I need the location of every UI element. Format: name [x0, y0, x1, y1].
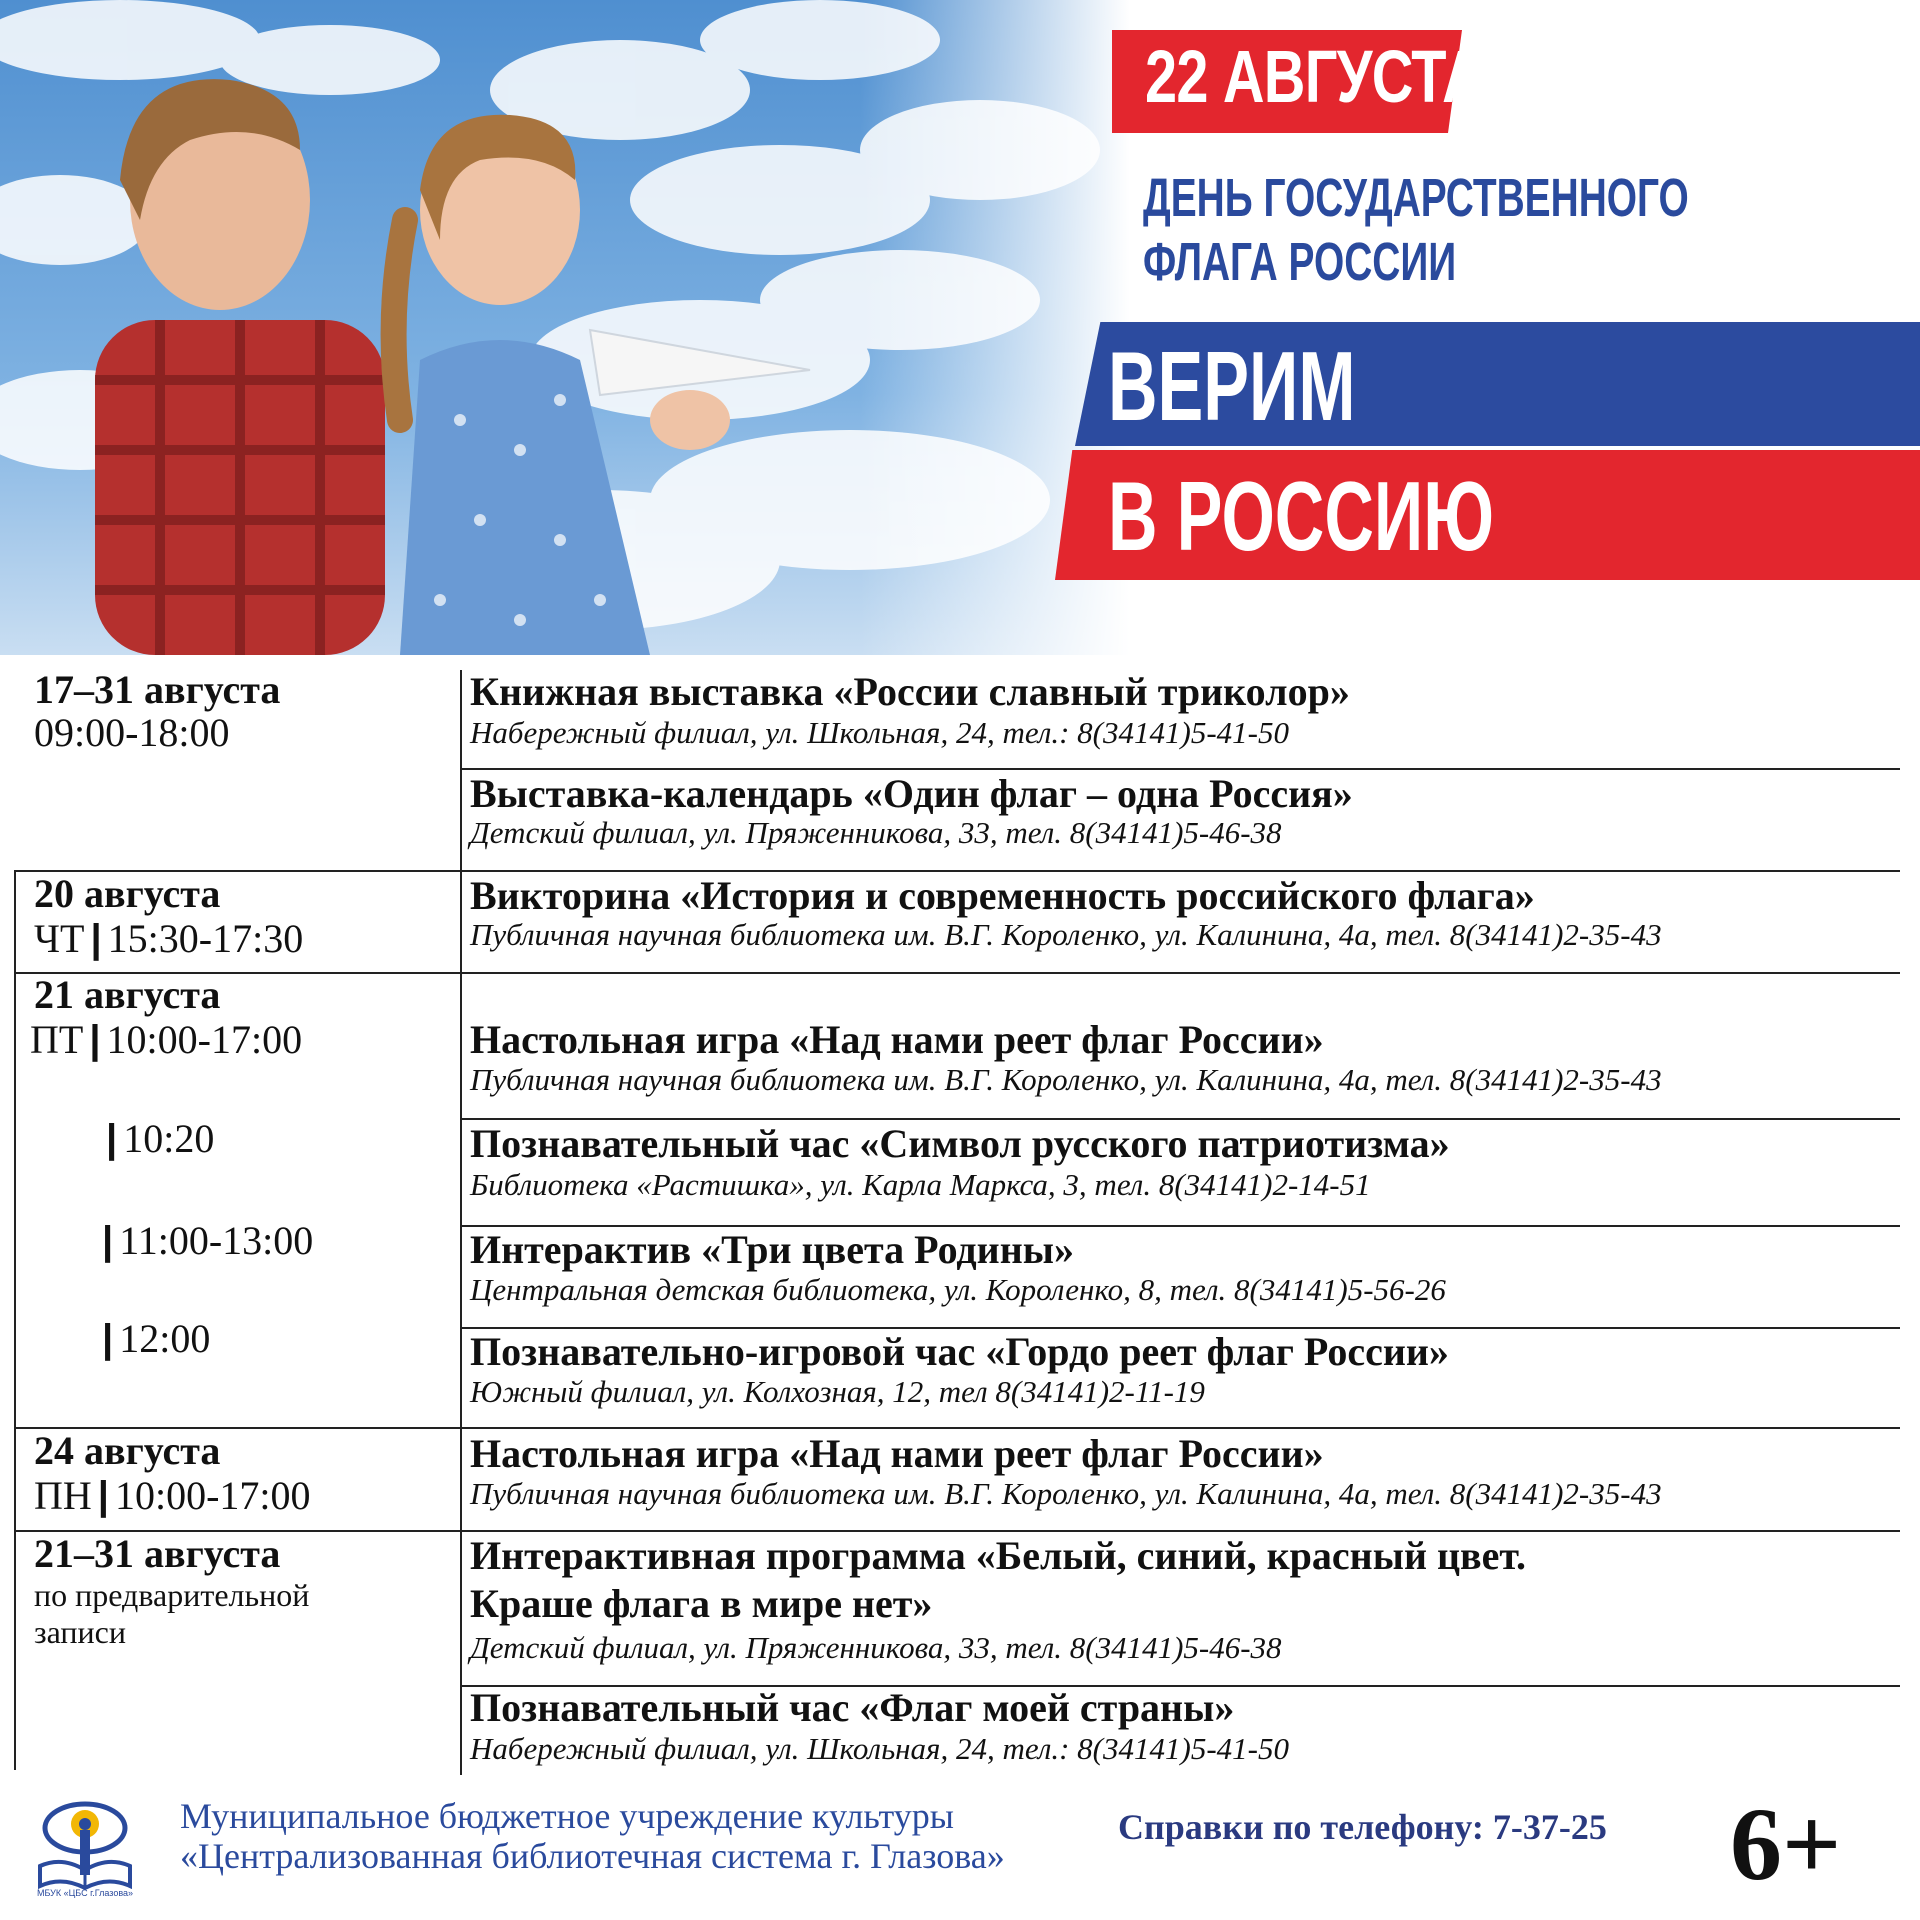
- holiday-title: [1143, 166, 1689, 294]
- organization-name: [180, 1796, 1005, 1876]
- event-title: Познавательный час «Флаг моей страны»: [470, 1685, 1235, 1730]
- event-place: Центральная детская библиотека, ул. Короленко, 8, тел. 8(34141)5-56-26: [470, 1272, 1446, 1307]
- event-title: Викторина «История и современность российского флага»: [470, 873, 1535, 918]
- event-schedule-table: [0, 665, 1920, 1775]
- row-divider: [14, 870, 1900, 872]
- block2-time: [34, 917, 303, 961]
- organization-line2: «Централизованная библиотечная система г. Глазова»: [180, 1836, 1005, 1876]
- row-divider: [14, 1530, 1900, 1532]
- event-place: Южный филиал, ул. Колхозная, 12, тел 8(34141)2-11-19: [470, 1374, 1205, 1409]
- block5-date: 21–31 августа: [34, 1531, 281, 1576]
- event-divider: [460, 1118, 1900, 1120]
- event-place: Публичная научная библиотека им. В.Г. Короленко, ул. Калинина, 4а, тел. 8(34141)2-35-43: [470, 1062, 1662, 1097]
- event-place: Набережный филиал, ул. Школьная, 24, тел.: 8(34141)5-41-50: [470, 715, 1289, 750]
- block4-hours: 10:00-17:00: [114, 1473, 311, 1518]
- logo-caption: МБУК «ЦБС г.Глазова»: [36, 1888, 134, 1898]
- event-place: Библиотека «Растишка», ул. Карла Маркса, 3, тел. 8(34141)2-14-51: [470, 1167, 1371, 1202]
- hero-text-panel: [0, 0, 1920, 655]
- block4-time: [34, 1474, 311, 1518]
- separator: |: [89, 1018, 101, 1062]
- event-title: Познавательный час «Символ русского патриотизма»: [470, 1121, 1450, 1166]
- organization-line1: Муниципальное бюджетное учреждение культуры: [180, 1796, 954, 1836]
- event-title: Настольная игра «Над нами реет флаг России»: [470, 1431, 1324, 1476]
- event-divider: [460, 768, 1900, 770]
- event-title-cont: Краше флага в мире нет»: [470, 1581, 933, 1626]
- block3-time-4: | 12:00: [102, 1316, 211, 1361]
- contact-phone: Справки по телефону: 7-37-25: [1118, 1807, 1607, 1847]
- event-title: Настольная игра «Над нами реет флаг России»: [470, 1017, 1324, 1062]
- separator: |: [102, 1219, 114, 1263]
- slogan-line1: ВЕРИМ: [1108, 331, 1356, 441]
- block2-hours: 15:30-17:30: [107, 916, 304, 961]
- block1-date: 17–31 августа: [34, 667, 281, 712]
- separator: |: [90, 917, 102, 961]
- table-column-divider: [460, 670, 462, 1775]
- block4-date: 24 августа: [34, 1428, 221, 1473]
- block5-note-line1: по предварительной: [34, 1577, 310, 1613]
- separator: |: [102, 1317, 114, 1361]
- event-place: Публичная научная библиотека им. В.Г. Короленко, ул. Калинина, 4а, тел. 8(34141)2-35-43: [470, 917, 1662, 952]
- event-place: Детский филиал, ул. Пряженникова, 33, тел. 8(34141)5-46-38: [470, 815, 1282, 850]
- event-place: Детский филиал, ул. Пряженникова, 33, тел. 8(34141)5-46-38: [470, 1630, 1282, 1665]
- event-title: Интерактив «Три цвета Родины»: [470, 1227, 1074, 1272]
- holiday-title-line2: ФЛАГА РОССИИ: [1143, 232, 1457, 292]
- block1-time: 09:00-18:00: [34, 710, 230, 755]
- event-title: Интерактивная программа «Белый, синий, красный цвет.: [470, 1533, 1527, 1578]
- block2-date: 20 августа: [34, 871, 221, 916]
- block4-day: ПН: [34, 1473, 92, 1518]
- age-rating-badge: 6+: [1730, 1787, 1842, 1902]
- block2-day: ЧТ: [34, 916, 85, 961]
- block3-hours: 10:00-17:00: [106, 1017, 303, 1062]
- block3-date: 21 августа: [34, 972, 221, 1017]
- block3-time-2: | 10:20: [106, 1116, 215, 1161]
- event-title: Книжная выставка «России славный триколор»: [470, 669, 1350, 714]
- block3-time-3: | 11:00-13:00: [102, 1218, 314, 1263]
- block3-time-main: [30, 1018, 302, 1062]
- holiday-title-line1: ДЕНЬ ГОСУДАРСТВЕННОГО: [1143, 168, 1689, 228]
- separator: |: [106, 1117, 118, 1161]
- row-divider: [14, 1427, 1900, 1429]
- event-title: Познавательно-игровой час «Гордо реет флаг России»: [470, 1329, 1449, 1374]
- block5-note-line2: записи: [34, 1614, 126, 1650]
- event-date: 22 АВГУСТА: [1145, 35, 1483, 118]
- separator: |: [97, 1474, 109, 1518]
- table-left-border: [14, 870, 16, 1770]
- event-title: Выставка-календарь «Один флаг – одна Россия»: [470, 771, 1353, 816]
- event-place: Публичная научная библиотека им. В.Г. Короленко, ул. Калинина, 4а, тел. 8(34141)2-35-43: [470, 1476, 1662, 1511]
- event-place: Набережный филиал, ул. Школьная, 24, тел.: 8(34141)5-41-50: [470, 1731, 1289, 1766]
- row-divider: [14, 972, 1900, 974]
- slogan-line2: В РОССИЮ: [1108, 461, 1494, 571]
- hero-banner: [0, 0, 1920, 655]
- block3-day: ПТ: [30, 1017, 84, 1062]
